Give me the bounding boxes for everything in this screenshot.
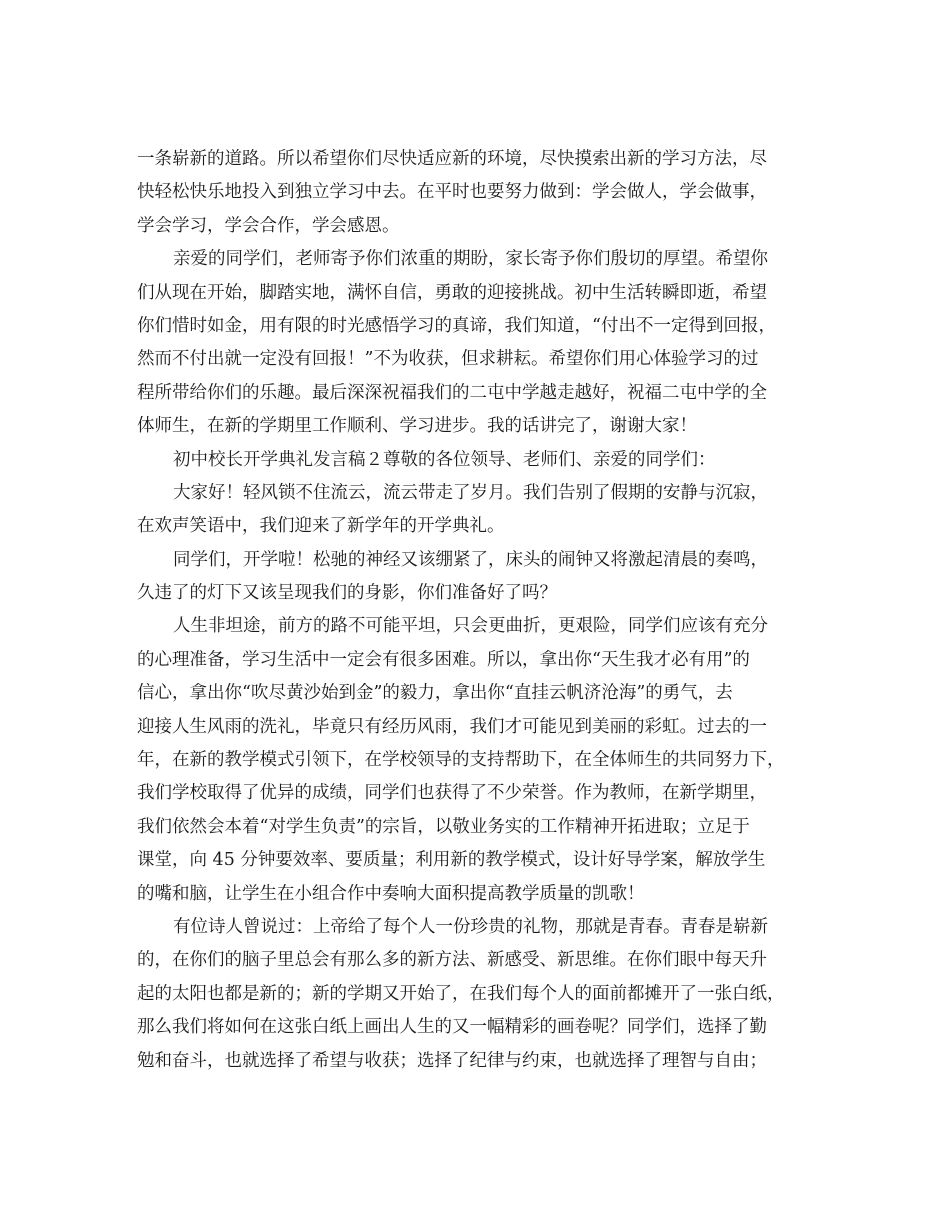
text-line: 学会学习，学会合作，学会感恩。 bbox=[137, 215, 400, 236]
text-line: 快轻松快乐地投入到独立学习中去。在平时也要努力做到：学会做人，学会做事， bbox=[137, 182, 767, 203]
text-line: 大家好！轻风锁不住流云，流云带走了岁月。我们告别了假期的安静与沉寂， bbox=[173, 482, 768, 503]
text-line: 程所带给你们的乐趣。最后深深祝福我们的二屯中学越走越好，祝福二屯中学的全 bbox=[137, 382, 767, 403]
text-line: 同学们，开学啦！松驰的神经又该绷紧了，床头的闹钟又将激起清晨的奏鸣， bbox=[173, 549, 768, 570]
text-line: 迎接人生风雨的洗礼，毕竟只有经历风雨，我们才可能见到美丽的彩虹。过去的一 bbox=[137, 716, 767, 737]
text-line: 一条崭新的道路。所以希望你们尽快适应新的环境，尽快摸索出新的学习方法，尽 bbox=[137, 149, 767, 169]
text-line: 那么我们将如何在这张白纸上画出人生的又一幅精彩的画卷呢？同学们，选择了勤 bbox=[137, 1017, 767, 1038]
text-line: 信心，拿出你“吹尽黄沙始到金”的毅力，拿出你“直挂云帆济沧海”的勇气，去 bbox=[137, 683, 733, 704]
text-line: 的嘴和脑，让学生在小组合作中奏响大面积提高教学质量的凯歌！ bbox=[137, 883, 645, 904]
text-line: 久违了的灯下又该呈现我们的身影，你们准备好了吗？ bbox=[137, 583, 557, 604]
text-line: 然而不付出就一定没有回报！”不为收获，但求耕耘。希望你们用心体验学习的过 bbox=[137, 349, 759, 370]
text-line: 的，在你们的脑子里总会有那么多的新方法、新感受、新思维。在你们眼中每天升 bbox=[137, 950, 767, 971]
text-line: 初中校长开学典礼发言稿２尊敬的各位领导、老师们、亲爱的同学们： bbox=[173, 449, 716, 470]
text-line: 人生非坦途，前方的路不可能平坦，只会更曲折，更艰险，同学们应该有充分 bbox=[173, 616, 768, 637]
text-line: 勉和奋斗，也就选择了希望与收获；选择了纪律与约束，也就选择了理智与自由； bbox=[137, 1050, 767, 1071]
text-line: 我们学校取得了优异的成绩，同学们也获得了不少荣誉。作为教师，在新学期里， bbox=[137, 783, 767, 804]
text-line: 年，在新的教学模式引领下，在学校领导的支持帮助下，在全体师生的共同努力下， bbox=[137, 750, 785, 771]
text-line: 起的太阳也都是新的；新的学期又开始了，在我们每个人的面前都摊开了一张白纸， bbox=[137, 983, 785, 1004]
text-line: 的心理准备，学习生活中一定会有很多困难。所以，拿出你“天生我才必有用”的 bbox=[137, 649, 750, 670]
text-line: 你们惜时如金，用有限的时光感悟学习的真谛，我们知道，“付出不一定得到回报， bbox=[137, 315, 776, 336]
text-line: 体师生，在新的学期里工作顺利、学习进步。我的话讲完了，谢谢大家！ bbox=[137, 416, 697, 437]
text-line: 有位诗人曾说过：上帝给了每个人一份珍贵的礼物，那就是青春。青春是崭新 bbox=[173, 916, 768, 937]
text-line: 在欢声笑语中，我们迎来了新学年的开学典礼。 bbox=[137, 516, 505, 537]
text-line: 课堂，向 45 分钟要效率、要质量；利用新的教学模式，设计好导学案，解放学生 bbox=[137, 850, 766, 871]
document-body bbox=[137, 143, 817, 1078]
text-line: 亲爱的同学们，老师寄予你们浓重的期盼，家长寄予你们殷切的厚望。希望你 bbox=[173, 249, 768, 270]
text-line: 们从现在开始，脚踏实地，满怀自信，勇敢的迎接挑战。初中生活转瞬即逝，希望 bbox=[137, 282, 767, 303]
text-line: 我们依然会本着“对学生负责”的宗旨，以敬业务实的工作精神开拓进取；立足于 bbox=[137, 816, 750, 837]
